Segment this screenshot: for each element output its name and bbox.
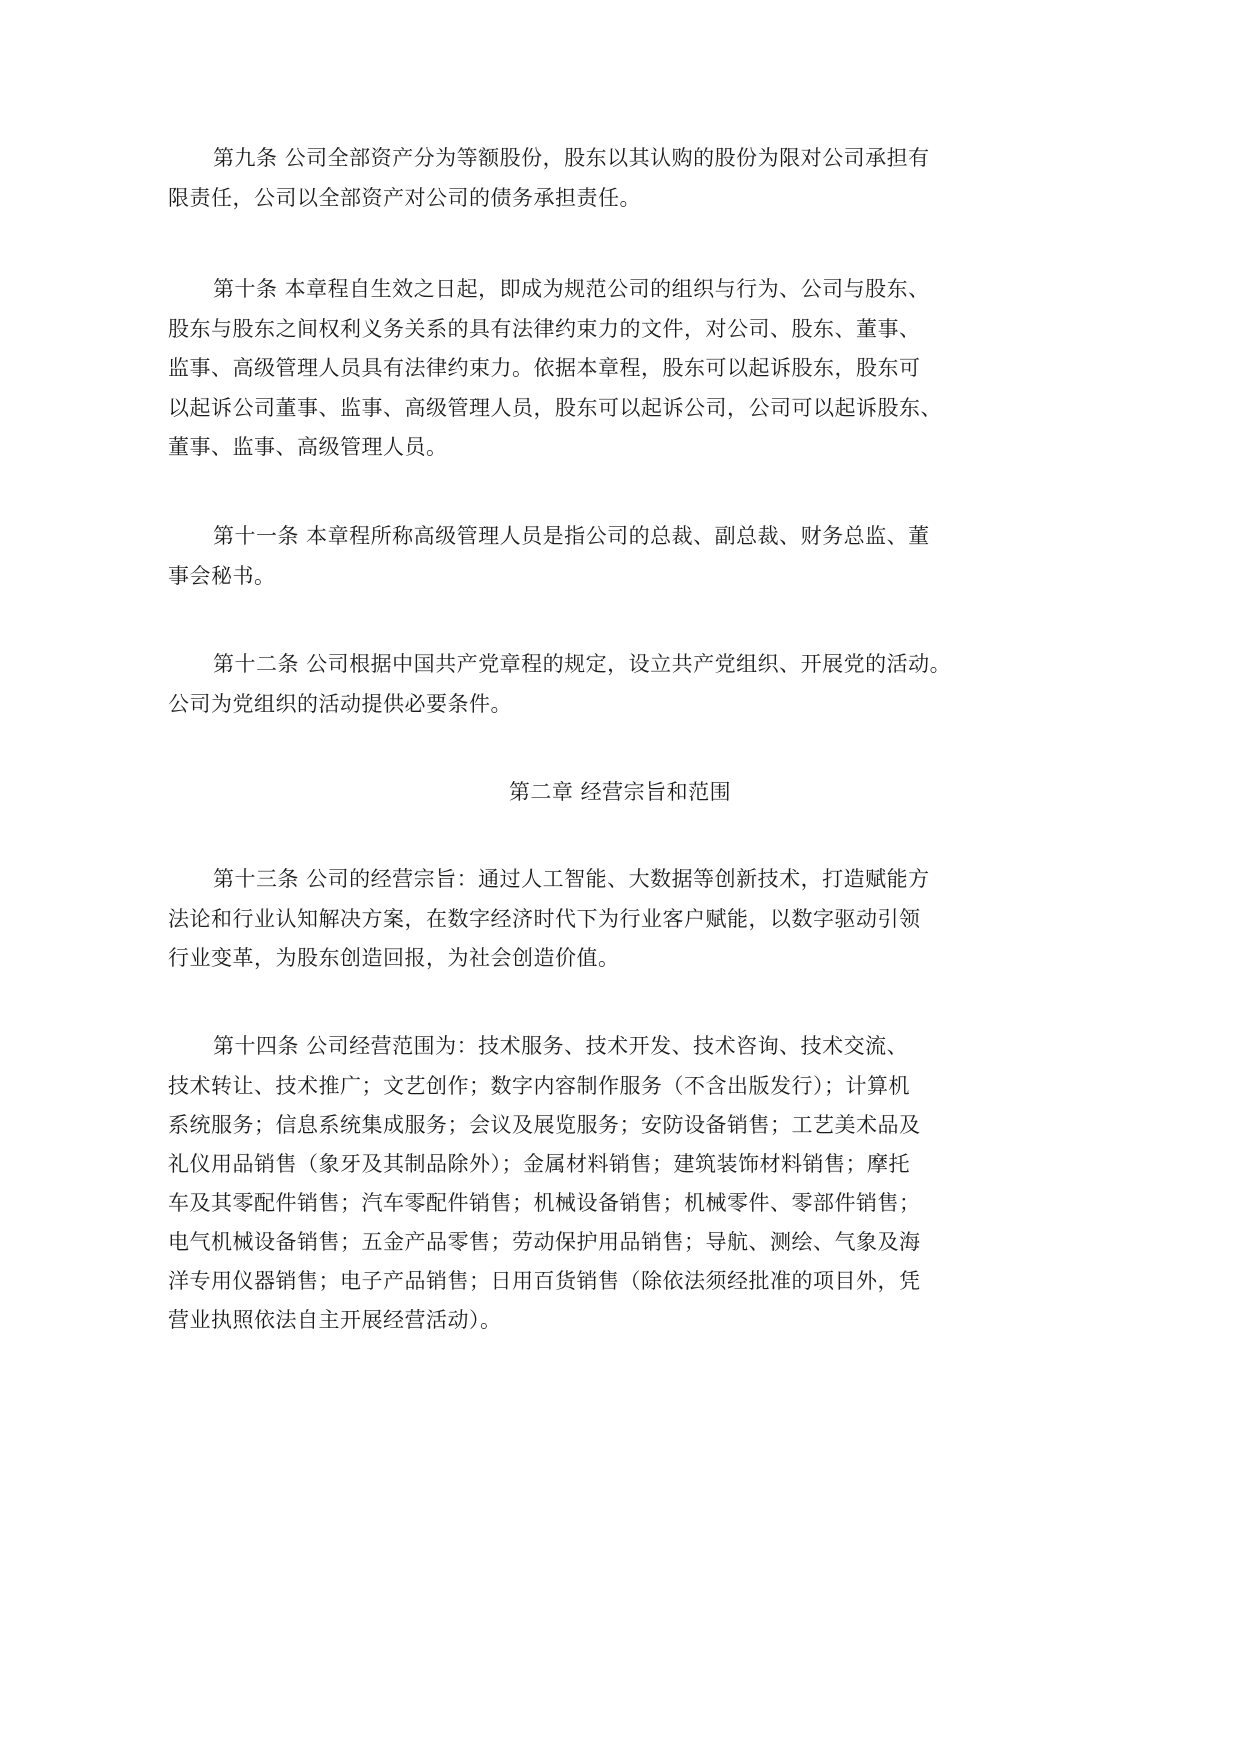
article-13-line-3: 行业变革，为股东创造回报，为社会创造价值。	[168, 946, 620, 970]
article-10-line-5: 董事、监事、高级管理人员。	[168, 435, 448, 459]
chapter-heading: 第二章 经营宗旨和范围	[508, 780, 732, 804]
article-10-line-2: 股东与股东之间权利义务关系的具有法律约束力的文件，对公司、股东、董事、	[168, 317, 921, 341]
article-12-line-1: 第十二条 公司根据中国共产党章程的规定，设立共产党组织、开展党的活动。	[213, 652, 952, 676]
article-14-line-3: 系统服务；信息系统集成服务；会议及展览服务；安防设备销售；工艺美术品及	[168, 1113, 921, 1137]
article-10-line-3: 监事、高级管理人员具有法律约束力。依据本章程，股东可以起诉股东，股东可	[168, 356, 921, 380]
article-14-line-4: 礼仪用品销售（象牙及其制品除外）；金属材料销售；建筑装饰材料销售；摩托	[168, 1152, 910, 1176]
article-14-line-7: 洋专用仪器销售；电子产品销售；日用百货销售（除依法须经批准的项目外，凭	[168, 1269, 921, 1293]
article-9-line-2: 限责任，公司以全部资产对公司的债务承担责任。	[168, 186, 641, 210]
article-12-line-2: 公司为党组织的活动提供必要条件。	[168, 692, 512, 716]
article-10-line-1: 第十条 本章程自生效之日起，即成为规范公司的组织与行为、公司与股东、	[213, 277, 930, 301]
article-14-line-1: 第十四条 公司经营范围为：技术服务、技术开发、技术咨询、技术交流、	[213, 1034, 909, 1058]
article-14-line-8: 营业执照依法自主开展经营活动）。	[168, 1308, 502, 1332]
article-14-line-6: 电气机械设备销售；五金产品零售；劳动保护用品销售；导航、测绘、气象及海	[168, 1230, 921, 1254]
article-11-line-1: 第十一条 本章程所称高级管理人员是指公司的总裁、副总裁、财务总监、董	[213, 524, 930, 548]
article-14-line-2: 技术转让、技术推广；文艺创作；数字内容制作服务（不含出版发行）；计算机	[168, 1074, 910, 1098]
article-11-line-2: 事会秘书。	[168, 564, 276, 588]
article-10-line-4: 以起诉公司董事、监事、高级管理人员，股东可以起诉公司，公司可以起诉股东、	[168, 396, 942, 420]
article-9-line-1: 第九条 公司全部资产分为等额股份，股东以其认购的股份为限对公司承担有	[213, 146, 930, 170]
article-13-line-2: 法论和行业认知解决方案，在数字经济时代下为行业客户赋能，以数字驱动引领	[168, 907, 921, 931]
article-14-line-5: 车及其零配件销售；汽车零配件销售；机械设备销售；机械零件、零部件销售；	[168, 1191, 921, 1215]
article-13-line-1: 第十三条 公司的经营宗旨：通过人工智能、大数据等创新技术，打造赋能方	[213, 867, 930, 891]
